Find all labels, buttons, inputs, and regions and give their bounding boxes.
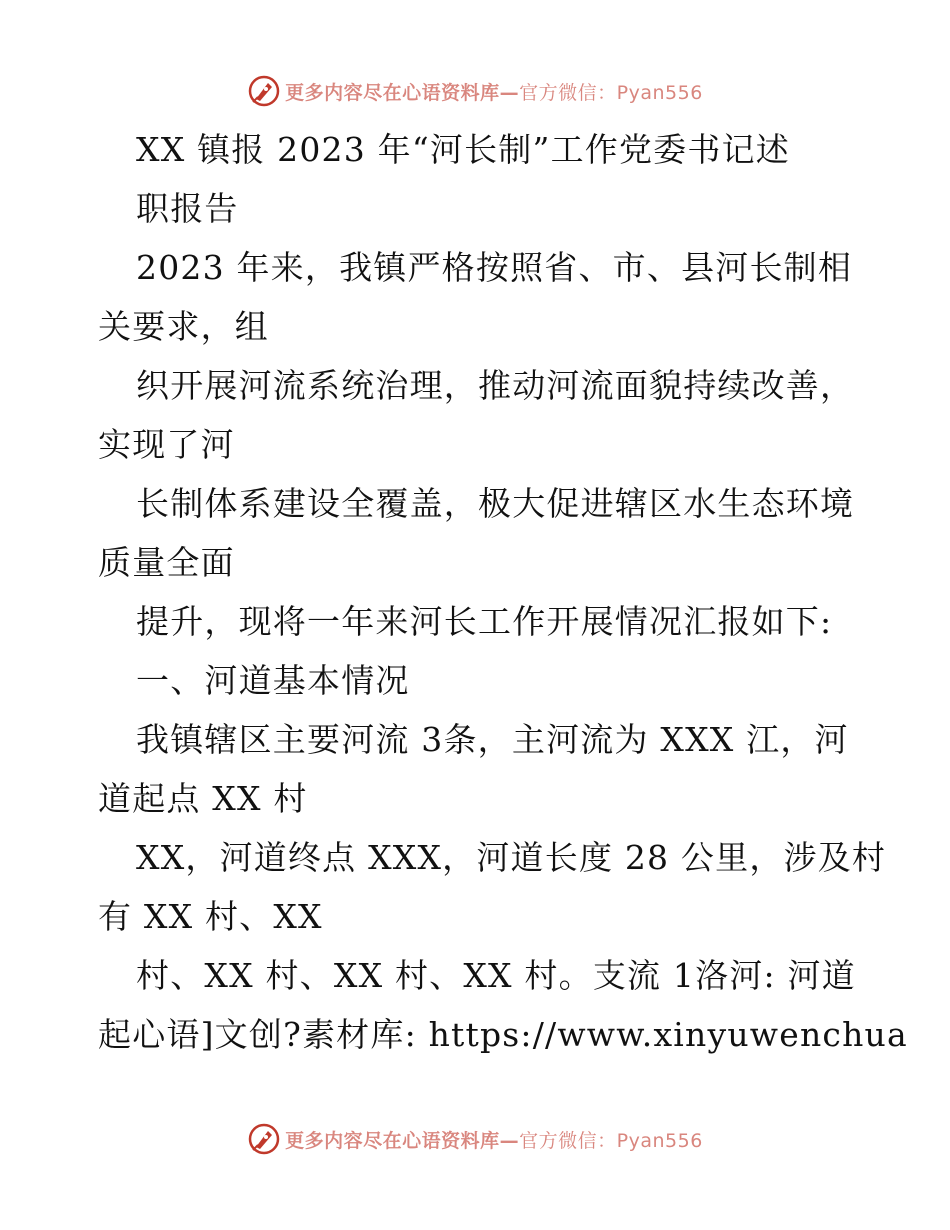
watermark-contact: 官方微信：Pyan556 (519, 1129, 703, 1152)
paragraph-line: 质量全面 (98, 543, 235, 582)
paragraph-line: 村、XX 村、XX 村、XX 村。支流 1洛河: 河道 (136, 956, 856, 995)
pen-nib-logo-icon (247, 74, 281, 108)
doc-title-line-1: XX 镇报 2023 年“河长制”工作党委书记述 (136, 130, 790, 169)
watermark-contact: 官方微信：Pyan556 (519, 81, 703, 104)
watermark-banner-top (0, 71, 950, 111)
watermark-text: 更多内容尽在心语资料库—官方微信：Pyan556 (285, 81, 703, 104)
paragraph-line: 有 XX 村、XX (98, 897, 323, 936)
paragraph-line: 道起点 XX 村 (98, 779, 308, 818)
section-heading: 一、河道基本情况 (136, 661, 410, 700)
paragraph-line: 2023 年来，我镇严格按照省、市、县河长制相 (136, 248, 853, 287)
pen-nib-logo-icon (247, 1122, 281, 1156)
doc-title-line-2: 职报告 (136, 189, 239, 228)
paragraph-line: 起心语]文创?素材库: https://www.xinyuwenchua (98, 1015, 908, 1054)
paragraph-line: 长制体系建设全覆盖，极大促进辖区水生态环境 (136, 484, 855, 523)
paragraph-line: 实现了河 (98, 425, 235, 464)
document-body (0, 120, 950, 1064)
paragraph-line: 织开展河流系统治理，推动河流面貌持续改善， (136, 366, 855, 405)
watermark-text: 更多内容尽在心语资料库—官方微信：Pyan556 (285, 1129, 703, 1152)
paragraph-line: 关要求，组 (98, 307, 269, 346)
paragraph-line: 我镇辖区主要河流 3条，主河流为 XXX 江，河 (136, 720, 849, 759)
paragraph-line: XX，河道终点 XXX，河道长度 28 公里，涉及村 (136, 838, 887, 877)
paragraph-line: 提升，现将一年来河长工作开展情况汇报如下: (136, 602, 833, 641)
watermark-banner-bottom (0, 1119, 950, 1159)
